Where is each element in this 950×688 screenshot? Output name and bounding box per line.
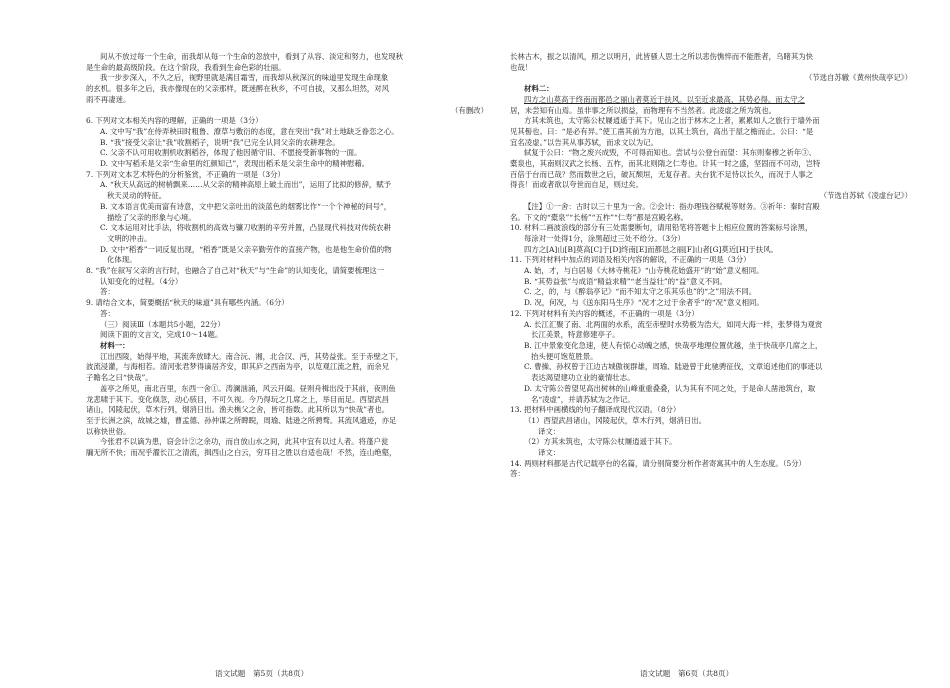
question-7: 7. 下列对文本艺术特色的分析鉴赏，不正确的一项是（3分） (86, 169, 285, 179)
text-line: 子瞻名之曰“快哉”。 (86, 373, 153, 383)
question-9: 9. 请结合文本，简要概括“秋天的味道”具有哪些内涵。（6分） (86, 298, 289, 308)
option: D. 文中“稻香”一词反复出现，“稻香”既是父亲辛勤劳作的直接产物，也是他生命价值的物 (100, 244, 392, 254)
footer-left: 语文试题 第5页（共8页） (215, 669, 309, 678)
text-line: 橐泉也，其南则汉武之长杨、五柞，而其北则隋之仁寿也。计其一时之盛，坚固而不可动，岂特 (510, 159, 821, 169)
sentence-break-options[interactable]: 四方之[A]山[B]莫高[C]于[D]终南[E]而都邑之丽[F]山者[G]莫近[H]于扶风。 (524, 244, 778, 254)
text-line: 诸山，冈陵起伏，草木行列，烟消日出。渔夫樵父之舍，皆可指数。此其所以为“快哉”者也。 (86, 405, 390, 415)
option: B. 江中景象变化急速，使人有惊心动魄之感，快哉亭地理位置优越，坐于快哉亭几席之上， (524, 340, 823, 350)
text-line: 盖亭之所见，南北百里，东西一舍①。涛澜汹涌，风云开阖。昼则舟楫出没于其前，夜则鱼 (100, 383, 396, 393)
option: D. 况，何况，与《送东阳马生序》“况才之过于余者乎”的“况”意义相同。 (524, 298, 764, 308)
text-line: 见其髻也。曰：“是必有异。”使工凿其前为方池，以其土筑台，高出于屋之檐而止。公曰：“是 (510, 126, 814, 136)
option: C. 父亲不认可用收割机收割稻谷，体现了他因循守旧、不愿接受新事物的一面。 (100, 148, 362, 158)
option: A. 始，才，与白居易《大林寺桃花》“山寺桃花始盛开”的“始”意义相同。 (524, 266, 764, 276)
source-note: （节选自苏辙《黄州快哉亭记》） (804, 73, 912, 83)
translation-answer-label[interactable]: 译文： (538, 426, 561, 436)
text-line: 雨不再凄迷。 (86, 94, 131, 104)
translation-item: （1）西望武昌诸山，冈陵起伏，草木行列，烟消日出。 (524, 415, 707, 425)
option: B. 文本语言优美而富有诗意，文中把父亲吐出的淡蓝色的烟雾比作“一个个神秘的问号”， (100, 201, 392, 211)
question-12: 12. 下列对材料有关内容的概述，不正确的一项是（3分） (510, 308, 699, 318)
option-cont: 秋天灵动的特征。 (107, 191, 167, 201)
text-line: 波流浸灌，与海相若。清河张君梦得谪居齐安，即其庐之西南为亭，以览观江流之胜，而余兄 (86, 362, 390, 372)
source-note: （节选自苏轼《凌虚台记》） (819, 191, 912, 201)
answer-label[interactable]: 答： (100, 287, 115, 297)
question-14: 14. 两则材料都是古代记载亭台的名篇，请分别简要分析作者寄寓其中的人生态度。（5分） (510, 458, 806, 468)
text-line-wavy: 四方之山莫高于终南而都邑之丽山者莫近于扶风。以至近求最高，其势必得。而太守之 (524, 94, 805, 104)
text-line: 间从不放过每一个生命，而我却从每一个生命的忽放中，看到了从容、淡定和努力，也发现秋 (100, 52, 404, 61)
text-line: 牖无所不快；而况乎濯长江之清流，揖西山之白云，穷耳目之胜以自适也哉！不然，连山绝壑， (86, 448, 397, 458)
text-line: 的玄机。很多年之后，我亦像现在的父亲那样，既迷醉在秋乡，不可自拔，又那么坦然，对风 (86, 84, 390, 94)
text-line: 也哉！ (510, 62, 533, 72)
material-2-title: 材料二： (524, 84, 554, 94)
question-11: 11. 下列对材料中加点的词语及相关内容的解说，不正确的一项是（3分） (510, 255, 751, 265)
option: B. “我”接受父亲让“我”收割稻子，说明“我”已完全认同父亲的农耕理念。 (100, 137, 340, 147)
material-1-title: 材料一： (100, 340, 130, 350)
option-cont: 文明的冲击。 (107, 233, 152, 243)
source-note: （有删改） (451, 105, 488, 115)
text-line: 是生命的最高级阶段。在这个阶段，我看到生命色彩的壮丽。 (86, 62, 286, 72)
annotation-note: 【注】①一舍：古时以三十里为一舍。②会计：指办理钱谷赋税等财务。③祈年：秦时宫殿 (524, 201, 820, 211)
option-cont: 描绘了父亲的形象与心境。 (107, 212, 196, 222)
section-heading: （三）阅读Ⅲ（本题共5小题，22分） (100, 319, 225, 329)
answer-label[interactable]: 答： (510, 469, 525, 479)
option: D. 文中写稻禾是父亲“生命里的红颜知己”，表现出稻禾是父亲生命中的精神慰藉。 (100, 159, 370, 169)
text-line: 龙悲啸于其下。变化倏忽，动心骇目，不可久视。今乃得玩之几席之上，举目而足。西望武昌 (86, 394, 390, 404)
question-10: 10. 材料二画波浪线的部分有三处需要断句，请用铅笔将答题卡上相应位置的答案标号涂黑， (510, 223, 813, 233)
option-cont: 名“凌虚”，并请苏轼为之作记。 (531, 394, 635, 404)
text-line: 我一步步深入，不久之后，视野里就是满目霜雪，而我却从秋深沉的味道里发现生命现象 (100, 73, 389, 83)
option-cont: 表达渴望建功立业的豪情壮志。 (531, 373, 635, 383)
right-column (510, 52, 912, 480)
instruction: 阅读下面的文言文，完成10～14题。 (100, 330, 223, 340)
annotation-note-cont: 名。下文的“橐泉”“长杨”“五柞”“仁寿”都是宫殿名称。 (510, 212, 689, 222)
translation-item: （2）方其未筑也，太守陈公杖屦逍遥于其下。 (524, 437, 677, 447)
option-cont: 长江美景，特意修建亭子。 (531, 330, 620, 340)
option-cont: 抬头便可饱览胜景。 (531, 351, 598, 361)
option: A. 文中写“我”在侍弄秧田时粗鲁、潦草与敷衍的态度，意在突出“我”对土地缺乏眷恋之心。 (100, 126, 399, 136)
text-line: 方其未筑也，太守陈公杖屦逍遥于其下。见山之出于林木之上者，累累如人之旅行于墙外而 (524, 116, 820, 126)
text-line: 宜名凌虚。”以告其从事苏轼，而求文以为记。 (510, 137, 658, 147)
text-line: 百倍于台而已哉？然而数世之后，破瓦颓垣，无复存者。夫台犹不足恃以长久，而况于人事之 (510, 169, 814, 179)
text-line: 至于长洲之滨，故城之墟，曹孟德、孙仲谋之所睥睨，周瑜、陆逊之所骋骛。其流风遗迹，亦足 (86, 415, 397, 425)
question-8: 8. “我”在叙写父亲的言行时，也融合了自己对“秋天”与“生命”的认知变化，请简要梳理这一 (86, 266, 385, 276)
text-line: 今张君不以谪为患，窃会计②之余功，而自放山水之间，此其中宜有以过人者。将蓬户瓮 (100, 437, 389, 447)
left-column (86, 52, 488, 459)
option: B. “其势益张”与成语“精益求精”“老当益壮”的“益”意义不同。 (524, 276, 727, 286)
option: C. 之，的，与《醉翁亭记》“而不知太守之乐其乐也”的“之”用法不同。 (524, 287, 757, 297)
text-line: 长林古木，振之以清风，照之以明月，此皆骚人思士之所以悲伤憔悴而不能胜者，乌睹其为快 (510, 52, 814, 61)
question-8-cont: 认知变化的过程。（4分） (100, 276, 183, 286)
translation-answer-label[interactable]: 译文： (538, 448, 561, 458)
option-cont: 化体现。 (107, 255, 137, 265)
option: C. 曹操、孙权曾于江边古城傲视群雄，周瑜、陆逊曾于此驰骋征伐，文章追述他们的事迹以 (524, 362, 823, 372)
text-line: 得丧！而或者欲以夸世而自足，则过矣。 (510, 180, 644, 190)
option: A. “秋天从高远的树梢飘来……从父亲的精神高原上破土而出”，运用了比拟的修辞，赋予 (100, 180, 392, 190)
text-line: 以称快世俗。 (86, 426, 131, 436)
question-10-cont: 每涂对一处得1分，涂黑超过三处不给分。（3分） (524, 233, 685, 243)
question-13: 13. 把材料中画横线的句子翻译成现代汉语。（8分） (510, 405, 681, 415)
footer-right: 语文试题 第6页（共8页） (640, 669, 734, 678)
text-line: 居，未尝知有山焉。虽非事之所以损益，而物理有不当然者。此凌虚之所为筑也。 (510, 105, 777, 115)
option: C. 文本运用对比手法，将收割机的高效与镰刀收割的辛劳并置，凸显现代科技对传统农耕 (100, 223, 391, 233)
question-6: 6. 下列对文本相关内容的理解，正确的一项是（3分） (86, 116, 263, 126)
option: D. 太守陈公曾望见高出树林的山峰重重叠叠，认为其有不同之处，于是命人凿池筑台，取 (524, 383, 816, 393)
text-line: 江出西陵，始得平地，其流奔放肆大。南合沅、湘，北合汉、沔，其势益张。至于赤壁之下， (100, 351, 404, 361)
text-line: 轼复于公曰：“物之废兴成毁，不可得而知也。尝试与公登台而望：其东则秦穆之祈年③、 (524, 148, 817, 158)
option: A. 长江汇聚了南、北两面的水系，流至赤壁时水势极为浩大，如同大海一样，张梦得为观赏 (524, 319, 823, 329)
answer-label[interactable]: 答： (100, 308, 115, 318)
